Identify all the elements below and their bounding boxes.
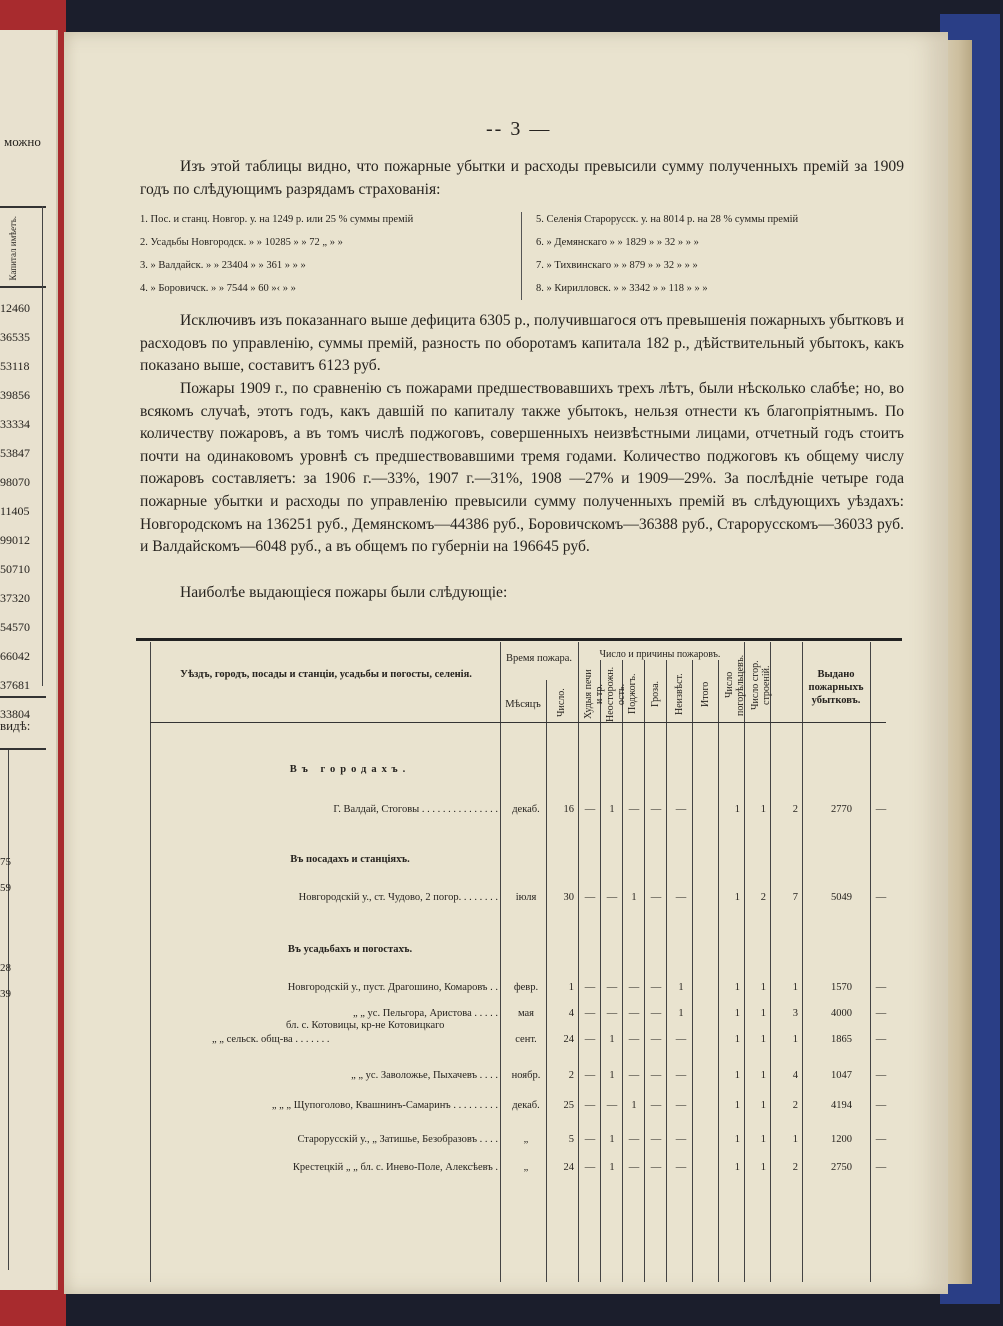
left-number: 12460	[0, 301, 30, 315]
summary-line: 5. Селенія Старорусск. у. на 8014 р. на 28 % суммы премій	[536, 214, 799, 225]
cell-c3: —	[628, 1034, 640, 1045]
cell-c5: 1	[678, 982, 684, 993]
left-page-fragment	[0, 30, 58, 1290]
cell-c1: —	[584, 892, 596, 903]
summary-line: 6. » Демянскаго » » 1829 » » 32 » » »	[536, 237, 699, 248]
left-page-word2: видѣ:	[0, 718, 31, 733]
cell-c4: —	[650, 1070, 662, 1081]
cell-b: 1	[792, 1034, 798, 1045]
intro-text: Изъ этой таблицы видно, что пожарные убытки и расходы превысили сумму полученныхъ премій за 1909 годъ по слѣдующимъ разрядамъ страхованія:	[140, 158, 904, 198]
document-page	[64, 32, 948, 1294]
cell-v: 1	[760, 1100, 766, 1111]
left-rule	[0, 748, 46, 750]
paragraph-notable	[140, 582, 904, 605]
cell-c5: —	[675, 804, 687, 815]
cell-t: 1	[734, 1070, 740, 1081]
cell-c2: 1	[609, 1034, 615, 1045]
col-rule	[718, 660, 719, 1282]
left-rule-vertical	[8, 750, 9, 1270]
left-small-number: 59	[0, 882, 11, 894]
cell-v: 1	[760, 1034, 766, 1045]
table-row	[136, 1100, 906, 1116]
cell-c1: —	[584, 1070, 596, 1081]
table-row	[136, 1134, 906, 1150]
cell-c4: —	[650, 804, 662, 815]
left-number: 33334	[0, 417, 30, 431]
section-towns: Въ городахъ.	[289, 764, 411, 775]
header-victims: Число погорѣльцевъ.	[724, 654, 746, 716]
left-small-number: 39	[0, 988, 11, 1000]
summary-line: 7. » Тихвинскаго » » 879 » » 32 » » »	[536, 260, 698, 271]
left-page-header: Капитал имѣетъ.	[8, 216, 18, 281]
cell-d: 24	[563, 1162, 574, 1173]
cell-c2: —	[606, 982, 618, 993]
cell-m: „	[523, 1162, 529, 1173]
left-page-word: можно	[4, 134, 41, 149]
cell-place: Крестецкій „ „ бл. с. Инево-Поле, Алексѣевъ .	[292, 1162, 498, 1173]
cell-t: 1	[734, 1100, 740, 1111]
summary-line: 4. » Боровичск. » » 7544 » 60 »‹ » »	[140, 283, 296, 294]
left-number: 98070	[0, 475, 30, 489]
left-rule	[0, 286, 46, 288]
cell-c5: —	[675, 892, 687, 903]
cell-c5: —	[675, 1162, 687, 1173]
cell-b: 2	[792, 1100, 798, 1111]
header-cause-total: Итого	[700, 681, 711, 707]
cell-s: 1047	[831, 1070, 852, 1081]
header-causes: Число и причины пожаровъ.	[599, 649, 721, 660]
cell-d: 4	[568, 1008, 574, 1019]
left-rule-vertical	[42, 206, 43, 686]
fires-text: Пожары 1909 г., по сравненію съ пожарами предшествовавшихъ трехъ лѣтъ, были нѣсколько слабѣе; но, во всякомъ случаѣ, этотъ годъ, какъ давшій по капиталу также убытокъ, нельзя отнести къ благопріятнымъ. По количеству пожаровъ, а въ томъ числѣ поджоговъ, совершенныхъ неизвѣстными лицами, отчетный годъ стоитъ почти на одинаковомъ уровнѣ съ предшествовавшими тремя годами. Количество поджоговъ къ общему числу пожаровъ составляетъ: за 1906 г.—33%, 1907 г.—31%, 1908 —27% и 1909—29%. За послѣдніе четыре года пожарные убытки и расходы по управленію превысили сумму полученныхъ премій въ слѣдующихъ уѣздахъ: Новгородскомъ на 136251 руб., Демянскомъ—44386 руб., Боровичскомъ—36388 руб., Старорусскомъ—36033 руб. и Валдайскомъ—6048 руб., а въ общемъ по губерніи на 196645 руб.	[140, 380, 904, 556]
cell-s: 4000	[831, 1008, 852, 1019]
col-rule	[644, 660, 645, 1282]
left-rule	[0, 696, 46, 698]
cell-e: —	[875, 1162, 887, 1173]
cell-c5: 1	[678, 1008, 684, 1019]
cell-e: —	[875, 1100, 887, 1111]
col-rule	[666, 660, 667, 1282]
cell-c3: —	[628, 1162, 640, 1173]
cell-c1: —	[584, 804, 596, 815]
cell-c4: —	[650, 1162, 662, 1173]
section-estates: Въ усадьбахъ и погостахъ.	[287, 944, 413, 955]
cell-m: декаб.	[512, 804, 540, 815]
cell-b: 1	[792, 1134, 798, 1145]
cell-d: 5	[568, 1134, 574, 1145]
cell-e: —	[875, 1134, 887, 1145]
cell-m: декаб.	[512, 1100, 540, 1111]
cell-v: 2	[760, 892, 766, 903]
left-number: 11405	[0, 504, 30, 518]
cell-t: 1	[734, 892, 740, 903]
cell-e: —	[875, 982, 887, 993]
cell-c4: —	[650, 982, 662, 993]
cell-m: ноябр.	[511, 1070, 541, 1081]
cell-c2: —	[606, 1100, 618, 1111]
cell-place: Новгородскій у., пуст. Драгошино, Комаровъ . .	[287, 982, 498, 993]
cell-t: 1	[734, 1162, 740, 1173]
summary-divider	[521, 212, 522, 300]
cell-c4: —	[650, 1008, 662, 1019]
summary-line: 8. » Кирилловск. » » 3342 » » 118 » » »	[536, 283, 708, 294]
cell-place: Г. Валдай, Стоговы . . . . . . . . . . . . . . .	[333, 804, 498, 815]
cell-d: 2	[568, 1070, 574, 1081]
header-cause-stoves: Худыя печи и тр.	[583, 669, 605, 719]
left-number: 33804	[0, 707, 30, 721]
col-rule	[802, 642, 803, 1282]
cell-b: 4	[792, 1070, 798, 1081]
paragraph-fires	[140, 378, 904, 559]
left-number: 50710	[0, 562, 30, 576]
table-row	[136, 1008, 906, 1024]
table-top-rule	[136, 638, 902, 641]
summary-line: 1. Пос. и станц. Новгор. у. на 1249 р. или 25 % суммы премій	[140, 214, 414, 225]
cell-d: 30	[563, 892, 574, 903]
cell-m: іюля	[515, 892, 537, 903]
notable-text: Наиболѣе выдающіеся пожары были слѣдующіе:	[180, 584, 508, 601]
header-cause-careless: Неосторожн. ость.	[605, 666, 627, 722]
left-number: 54570	[0, 620, 30, 634]
cell-b: 2	[792, 804, 798, 815]
header-bottom-rule	[150, 722, 886, 723]
cell-place-line1: бл. с. Котовицы, кр-не Котовицкаго	[286, 1020, 445, 1031]
summary-line: 2. Усадьбы Новгородск. » » 10285 » » 72 „ » »	[140, 237, 343, 248]
header-cause-arson: Поджогъ.	[627, 673, 638, 715]
cell-c2: 1	[609, 1070, 615, 1081]
left-number: 39856	[0, 388, 30, 402]
cell-c3: —	[628, 1134, 640, 1145]
cell-c1: —	[584, 1162, 596, 1173]
cell-t: 1	[734, 804, 740, 815]
cell-t: 1	[734, 982, 740, 993]
cell-s: 1200	[831, 1134, 852, 1145]
cell-c3: —	[628, 1070, 640, 1081]
left-number: 66042	[0, 649, 30, 663]
cell-c3: —	[628, 1008, 640, 1019]
cell-m: февр.	[513, 982, 539, 993]
cell-c3: 1	[631, 892, 637, 903]
cell-c2: —	[606, 1008, 618, 1019]
left-number: 99012	[0, 533, 30, 547]
header-cause-unknown: Неизвѣст.	[674, 673, 685, 715]
table-row	[136, 1070, 906, 1086]
cell-place: Старорусскій у., „ Затишье, Безобразовъ . . . .	[297, 1134, 498, 1145]
cell-c2: —	[606, 892, 618, 903]
cell-m: сент.	[515, 1034, 537, 1045]
cell-c5: —	[675, 1134, 687, 1145]
left-number: 37681	[0, 678, 30, 692]
cell-v: 1	[760, 1162, 766, 1173]
col-rule	[600, 660, 601, 1282]
left-small-number: 28	[0, 962, 11, 974]
cell-c4: —	[650, 1034, 662, 1045]
cell-c4: —	[650, 1100, 662, 1111]
cell-t: 1	[734, 1008, 740, 1019]
cell-v: 1	[760, 982, 766, 993]
cell-c2: 1	[609, 1134, 615, 1145]
cell-e: —	[875, 1034, 887, 1045]
cell-c2: 1	[609, 1162, 615, 1173]
cell-s: 4194	[831, 1100, 852, 1111]
col-rule	[622, 660, 623, 1282]
col-rule	[578, 642, 579, 1282]
table-row	[136, 892, 906, 908]
cell-e: —	[875, 1008, 887, 1019]
col-rule	[150, 642, 151, 1282]
cell-b: 2	[792, 1162, 798, 1173]
header-month: Мѣсяцъ	[505, 699, 541, 710]
cell-place-line2: „ „ сельск. общ-ва . . . . . . .	[212, 1034, 330, 1045]
cell-e: —	[875, 892, 887, 903]
cell-s: 2770	[831, 804, 852, 815]
cell-d: 1	[568, 982, 574, 993]
col-rule	[870, 642, 871, 1282]
cell-place: „ „ „ Щупоголово, Квашнинъ-Самаринъ . . . . . . . . .	[271, 1100, 498, 1111]
left-number: 53847	[0, 446, 30, 460]
cell-e: —	[875, 1070, 887, 1081]
left-number: 53118	[0, 359, 30, 373]
col-rule	[500, 642, 501, 1282]
cell-s: 2750	[831, 1162, 852, 1173]
cell-place: „ „ ус. Заволожье, Пыхачевъ . . . .	[351, 1070, 498, 1081]
summary-line: 3. » Валдайск. » » 23404 » » 361 » » »	[140, 260, 306, 271]
cell-c1: —	[584, 982, 596, 993]
cell-t: 1	[734, 1134, 740, 1145]
header-cause-lightning: Гроза.	[650, 680, 661, 708]
cell-s: 5049	[831, 892, 852, 903]
cell-place: „ „ ус. Пельгора, Аристова . . . . .	[352, 1008, 498, 1019]
cell-c2: 1	[609, 804, 615, 815]
left-rule	[0, 206, 46, 208]
cell-b: 3	[792, 1008, 798, 1019]
left-small-number: 75	[0, 856, 11, 868]
cell-c5: —	[675, 1034, 687, 1045]
deficit-text: Исключивъ изъ показаннаго выше дефицита 6305 р., получившагося отъ превышенія пожарныхъ убытковъ и расходовъ по управленію, суммы премій, разность по оборотамъ капитала 182 р., дѣйствительный убытокъ, какъ показано выше, составитъ 6123 руб.	[140, 312, 905, 375]
col-rule	[770, 642, 771, 1282]
cell-c1: —	[584, 1034, 596, 1045]
col-rule	[692, 660, 693, 1282]
cell-e: —	[875, 804, 887, 815]
header-paid: Выдано пожарныхъ убытковъ.	[808, 669, 864, 706]
section-posads: Въ посадахъ и станціяхъ.	[290, 854, 410, 865]
header-place: Уѣздъ, городъ, посады и станціи, усадьбы и погосты, селенія.	[180, 669, 472, 680]
paragraph-deficit	[140, 310, 904, 378]
cell-place: Новгородскій у., ст. Чудово, 2 погор. . . . . . . .	[298, 892, 498, 903]
cell-c5: —	[675, 1070, 687, 1081]
cell-t: 1	[734, 1034, 740, 1045]
cell-c1: —	[584, 1134, 596, 1145]
summary-left-column	[140, 208, 520, 300]
intro-paragraph	[140, 156, 904, 201]
table-row	[136, 982, 906, 998]
cell-m: мая	[517, 1008, 535, 1019]
table-row	[136, 804, 906, 820]
cell-v: 1	[760, 1134, 766, 1145]
cell-v: 1	[760, 1070, 766, 1081]
table-row	[136, 1020, 906, 1050]
col-rule	[744, 642, 745, 1282]
cell-d: 25	[563, 1100, 574, 1111]
cell-m: „	[523, 1134, 529, 1145]
cell-s: 1570	[831, 982, 852, 993]
header-buildings: Число сгор. строеній.	[750, 660, 772, 710]
cell-b: 7	[792, 892, 798, 903]
cell-c4: —	[650, 1134, 662, 1145]
cell-c3: —	[628, 804, 640, 815]
cell-b: 1	[792, 982, 798, 993]
left-number: 37320	[0, 591, 30, 605]
cell-d: 24	[563, 1034, 574, 1045]
summary-right-column	[536, 208, 916, 300]
header-time: Время пожара.	[505, 653, 573, 664]
cell-v: 1	[760, 804, 766, 815]
cell-c3: 1	[631, 1100, 637, 1111]
left-page-numbers	[0, 294, 30, 729]
header-day: Число.	[556, 688, 567, 718]
table-row	[136, 1162, 906, 1178]
cell-c3: —	[628, 982, 640, 993]
left-number: 36535	[0, 330, 30, 344]
cell-s: 1865	[831, 1034, 852, 1045]
cell-c1: —	[584, 1100, 596, 1111]
cell-c4: —	[650, 892, 662, 903]
cell-d: 16	[563, 804, 574, 815]
cell-c5: —	[675, 1100, 687, 1111]
page-number: -- 3 —	[486, 118, 552, 140]
cell-v: 1	[760, 1008, 766, 1019]
cell-c1: —	[584, 1008, 596, 1019]
